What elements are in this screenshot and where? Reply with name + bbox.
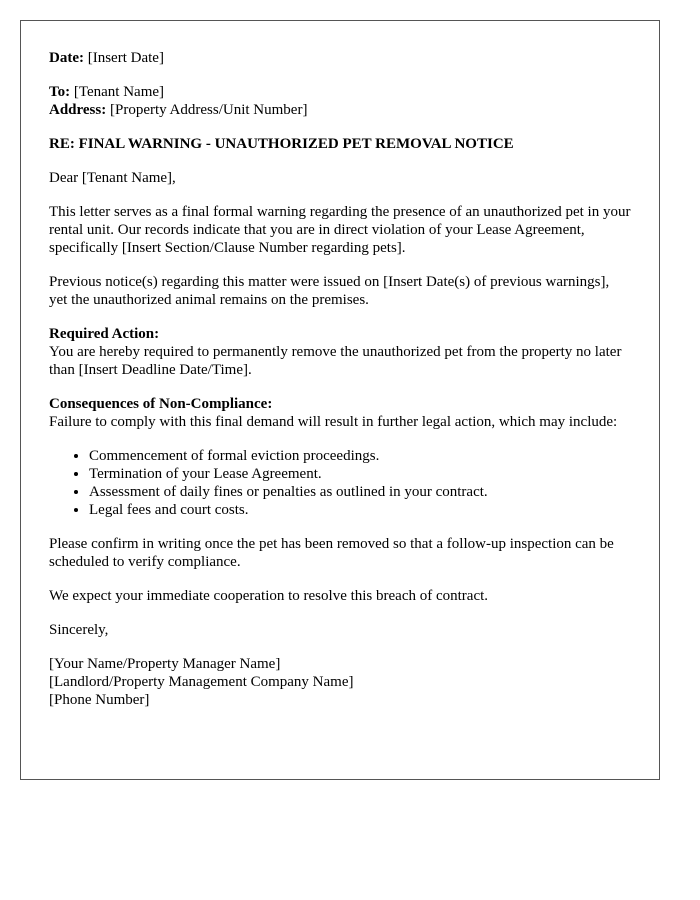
signature-company: [Landlord/Property Management Company Name] <box>49 674 354 690</box>
date-line <box>49 49 631 67</box>
list-item: • Legal fees and court costs. <box>89 501 631 519</box>
date-value: [Insert Date] <box>83 50 164 66</box>
list-item: • Termination of your Lease Agreement. <box>89 465 631 483</box>
address-line <box>49 101 631 119</box>
subject-line: RE: FINAL WARNING - UNAUTHORIZED PET REMOVAL NOTICE <box>49 136 514 152</box>
consequences-list <box>49 447 631 519</box>
signature-phone: [Phone Number] <box>49 692 150 708</box>
consequences-text: Failure to comply with this final demand will result in further legal action, which may include: <box>49 414 618 430</box>
letter <box>20 20 660 780</box>
paragraph-previous-notice: Previous notice(s) regarding this matter were issued on [Insert Date(s) of previous warnings], yet the unauthorized animal remains on the premises. <box>49 274 610 308</box>
required-action-section <box>49 325 631 379</box>
signature-name: [Your Name/Property Manager Name] <box>49 656 281 672</box>
address-label: Address: <box>49 102 107 118</box>
address-value: [Property Address/Unit Number] <box>106 102 308 118</box>
required-action-text: You are hereby required to permanently remove the unauthorized pet from the property no later than [Insert Deadline Date/Time]. <box>49 344 622 378</box>
paragraph-intro: This letter serves as a final formal warning regarding the presence of an unauthorized pet in your rental unit. Our records indicate that you are in direct violation of your Lease Agreement, specifically [Insert Section/Clause Number regarding pets]. <box>49 204 631 256</box>
to-line <box>49 83 631 101</box>
salutation: Dear [Tenant Name], <box>49 170 176 186</box>
consequences-heading: Consequences of Non-Compliance: <box>49 396 273 412</box>
paragraph-confirmation: Please confirm in writing once the pet has been removed so that a follow-up inspection can be scheduled to verify compliance. <box>49 536 614 570</box>
recipient-block <box>49 83 631 119</box>
to-value: [Tenant Name] <box>70 84 165 100</box>
list-item: • Assessment of daily fines or penalties as outlined in your contract. <box>89 483 631 501</box>
signature-block <box>49 655 631 709</box>
closing: Sincerely, <box>49 622 109 638</box>
to-label: To: <box>49 84 71 100</box>
date-label: Date: <box>49 50 84 66</box>
required-action-heading: Required Action: <box>49 326 160 342</box>
paragraph-cooperation: We expect your immediate cooperation to resolve this breach of contract. <box>49 588 489 604</box>
list-item: • Commencement of formal eviction proceedings. <box>89 447 631 465</box>
consequences-section <box>49 395 631 519</box>
